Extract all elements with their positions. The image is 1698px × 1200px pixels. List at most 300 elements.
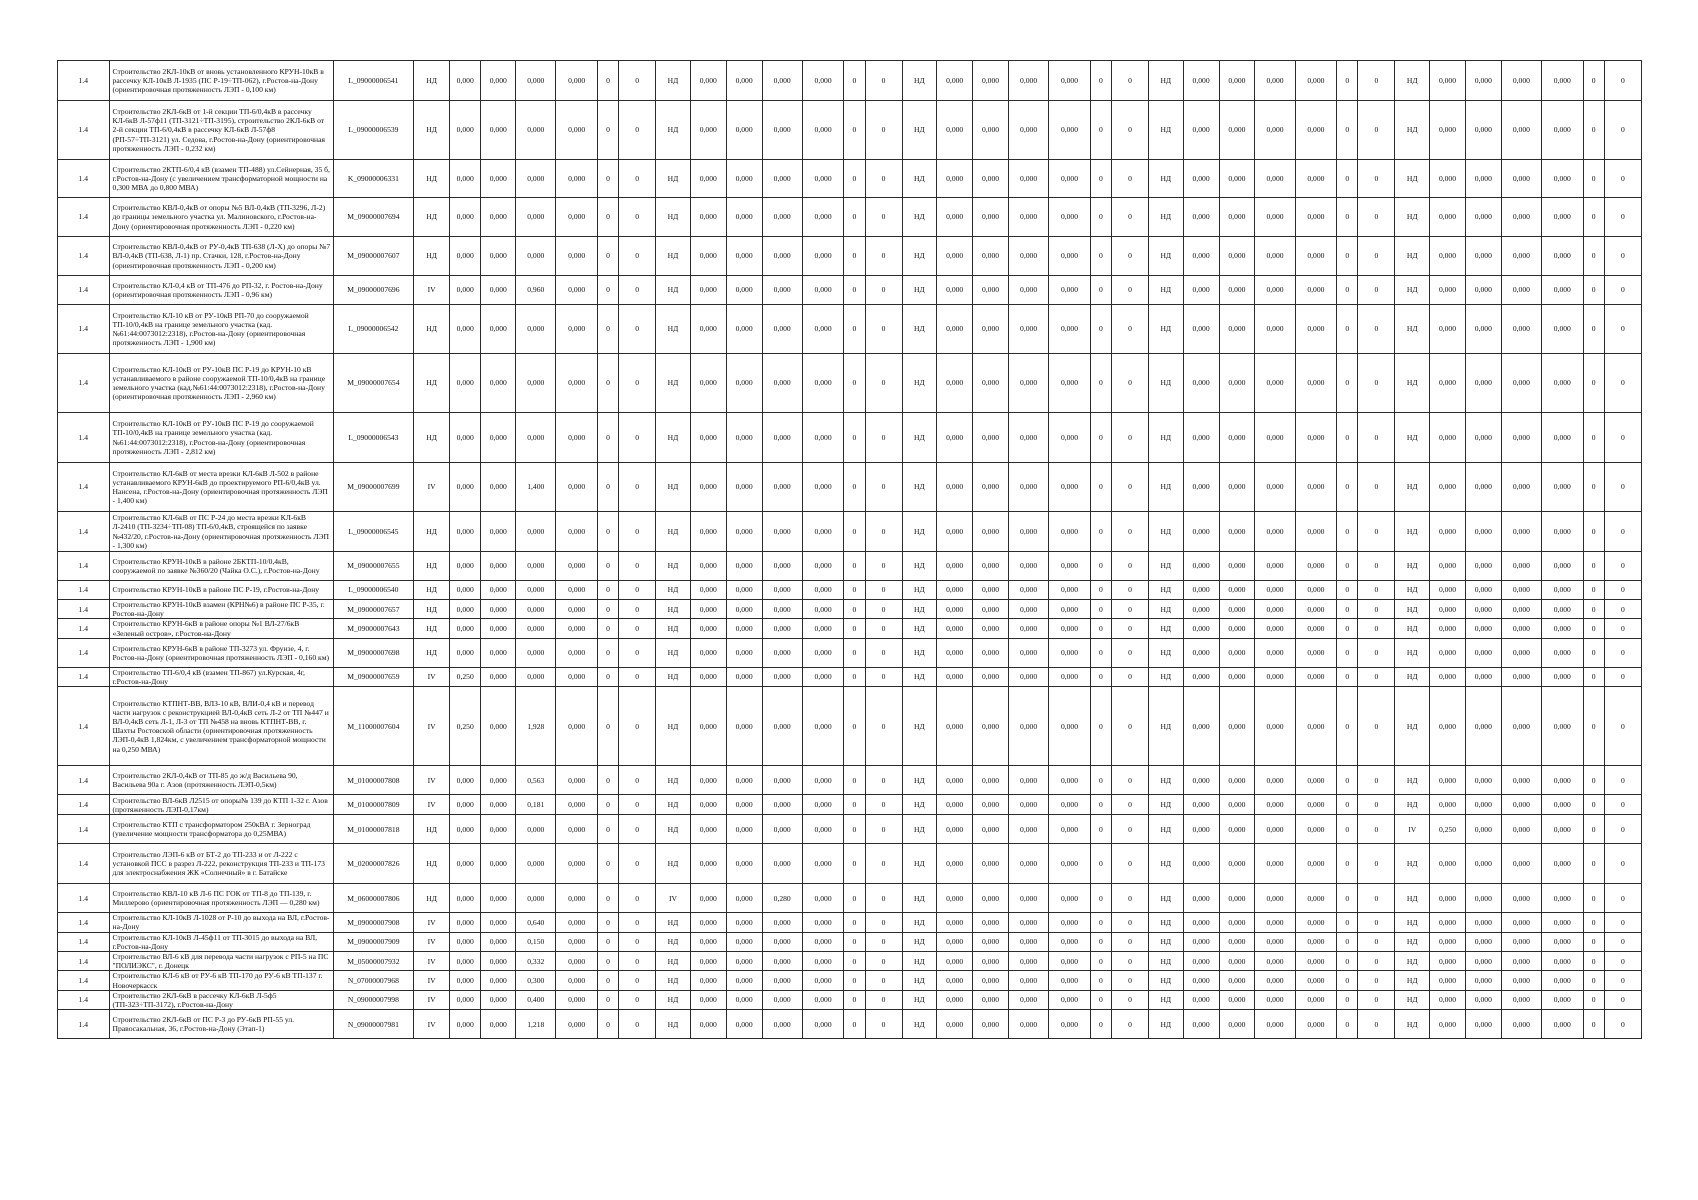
- value-cell: 0,000: [1219, 687, 1255, 766]
- value-cell: 0,000: [937, 552, 973, 581]
- value-cell: 0,000: [1430, 884, 1466, 913]
- project-description-cell: Строительство КЛ-10 кВ от РУ-10кВ РП-70 до сооружаемой ТП-10/0,4кВ на границе земельного участка (кад.№61:44:0073012:2318), г.Ростов-на-Дону (ориентировочная протяженность ЛЭП - 1,900 км): [109, 305, 333, 354]
- value-cell: 0,000: [1465, 198, 1501, 237]
- value-cell: 0,000: [1501, 844, 1541, 884]
- value-cell: 0,000: [1430, 795, 1466, 815]
- category-cell: НД: [1395, 413, 1430, 463]
- value-cell: 0,000: [1501, 413, 1541, 463]
- value-cell: 0,000: [973, 237, 1009, 276]
- value-cell: 0,000: [937, 815, 973, 844]
- value-cell: 0: [1604, 354, 1641, 413]
- value-cell: 0: [1090, 413, 1111, 463]
- value-cell: 0: [619, 354, 656, 413]
- value-cell: 0: [1604, 844, 1641, 884]
- value-cell: 0,000: [481, 552, 516, 581]
- value-cell: 0: [844, 600, 865, 619]
- value-cell: 0,000: [937, 884, 973, 913]
- value-cell: 0,000: [1008, 932, 1048, 951]
- value-cell: 0,250: [1430, 815, 1466, 844]
- category-cell: НД: [1148, 552, 1183, 581]
- value-cell: 0: [1583, 413, 1604, 463]
- value-cell: 0: [619, 971, 656, 990]
- value-cell: 0,000: [1542, 952, 1583, 971]
- category-cell: НД: [1148, 952, 1183, 971]
- value-cell: 0: [1337, 552, 1358, 581]
- value-cell: 0,000: [1501, 600, 1541, 619]
- value-cell: 0: [1358, 638, 1395, 667]
- value-cell: 0,000: [726, 844, 762, 884]
- value-cell: 0,000: [1542, 198, 1583, 237]
- category-cell: НД: [656, 844, 691, 884]
- value-cell: 0,000: [1008, 619, 1048, 638]
- value-cell: 0,000: [1255, 687, 1295, 766]
- project-code-cell: M_11000007604: [333, 687, 414, 766]
- value-cell: 0: [597, 667, 618, 686]
- value-cell: 0: [1604, 101, 1641, 160]
- value-cell: 0: [865, 600, 902, 619]
- value-cell: 0,000: [1255, 581, 1295, 600]
- value-cell: 0,000: [726, 512, 762, 552]
- value-cell: 0,000: [1501, 198, 1541, 237]
- value-cell: 0,000: [1465, 305, 1501, 354]
- table-row: [58, 971, 1642, 990]
- category-cell: НД: [1148, 512, 1183, 552]
- value-cell: 0,000: [1501, 552, 1541, 581]
- value-cell: 0,000: [1219, 638, 1255, 667]
- category-cell: НД: [1148, 354, 1183, 413]
- category-cell: НД: [414, 552, 450, 581]
- category-cell: НД: [1148, 101, 1183, 160]
- value-cell: 0,000: [1183, 512, 1219, 552]
- value-cell: 0,000: [802, 413, 843, 463]
- value-cell: 0,000: [1501, 61, 1541, 101]
- value-cell: 0: [844, 844, 865, 884]
- value-cell: 0,000: [1049, 884, 1090, 913]
- value-cell: 0,000: [556, 276, 597, 305]
- value-cell: 0: [865, 101, 902, 160]
- value-cell: 0: [597, 766, 618, 795]
- value-cell: 0,000: [1430, 512, 1466, 552]
- value-cell: 0,000: [762, 766, 802, 795]
- project-description-cell: Строительство КВЛ-10 кВ Л-6 ПС ГОК от ТП-8 до ТП-139, г. Миллерово (ориентировочная протяженность ЛЭП — 0,280 км): [109, 884, 333, 913]
- value-cell: 0,000: [802, 638, 843, 667]
- value-cell: 0: [1583, 766, 1604, 795]
- category-cell: IV: [414, 971, 450, 990]
- value-cell: 0,000: [516, 198, 556, 237]
- value-cell: 0: [1111, 619, 1148, 638]
- value-cell: 0,000: [450, 795, 481, 815]
- value-cell: 0,000: [1295, 638, 1336, 667]
- value-cell: 0,000: [802, 237, 843, 276]
- value-cell: 0,000: [1430, 552, 1466, 581]
- value-cell: 0,000: [973, 101, 1009, 160]
- value-cell: 0,000: [481, 667, 516, 686]
- value-cell: 0,000: [937, 237, 973, 276]
- value-cell: 0: [1583, 276, 1604, 305]
- value-cell: 0,000: [1049, 413, 1090, 463]
- value-cell: 0,000: [1219, 844, 1255, 884]
- value-cell: 0,000: [1465, 413, 1501, 463]
- value-cell: 0,000: [556, 913, 597, 932]
- value-cell: 0,000: [802, 101, 843, 160]
- table-row: [58, 600, 1642, 619]
- project-code-cell: M_09000007643: [333, 619, 414, 638]
- project-description-cell: Строительство КРУН-10кВ в районе ПС Р-19, г.Ростов-на-Дону: [109, 581, 333, 600]
- project-code-cell: M_06000007806: [333, 884, 414, 913]
- project-description-cell: Строительство КЛ-10кВ Л-45ф11 от ТП-3015 до выхода на ВЛ, г.Ростов-на-Дону: [109, 932, 333, 951]
- value-cell: 0,000: [1542, 844, 1583, 884]
- value-cell: 0,000: [1183, 913, 1219, 932]
- value-cell: 0,000: [1501, 305, 1541, 354]
- value-cell: 0,000: [1008, 305, 1048, 354]
- value-cell: 0,000: [1295, 1010, 1336, 1039]
- value-cell: 0,000: [726, 552, 762, 581]
- value-cell: 0,000: [690, 600, 726, 619]
- value-cell: 0,000: [556, 581, 597, 600]
- value-cell: 0,000: [1183, 552, 1219, 581]
- value-cell: 0,000: [1465, 101, 1501, 160]
- value-cell: 0: [619, 884, 656, 913]
- category-cell: НД: [1395, 101, 1430, 160]
- project-code-cell: M_09000007909: [333, 932, 414, 951]
- value-cell: 0,000: [762, 667, 802, 686]
- value-cell: 0: [1111, 600, 1148, 619]
- value-cell: 0,000: [1430, 638, 1466, 667]
- value-cell: 0,000: [481, 687, 516, 766]
- value-cell: 0: [619, 815, 656, 844]
- value-cell: 0: [1337, 600, 1358, 619]
- value-cell: 0: [1337, 952, 1358, 971]
- value-cell: 0: [1604, 815, 1641, 844]
- value-cell: 0,000: [1008, 581, 1048, 600]
- value-cell: 0: [1090, 101, 1111, 160]
- value-cell: 0: [844, 795, 865, 815]
- category-cell: НД: [656, 237, 691, 276]
- value-cell: 0,000: [1542, 237, 1583, 276]
- value-cell: 0: [619, 276, 656, 305]
- value-cell: 0,000: [1183, 413, 1219, 463]
- value-cell: 0: [619, 101, 656, 160]
- category-cell: НД: [414, 619, 450, 638]
- value-cell: 0: [844, 463, 865, 512]
- value-cell: 0,000: [1008, 844, 1048, 884]
- value-cell: 0,000: [450, 638, 481, 667]
- value-cell: 0: [865, 581, 902, 600]
- value-cell: 0: [619, 463, 656, 512]
- category-cell: НД: [414, 198, 450, 237]
- category-cell: НД: [1395, 600, 1430, 619]
- value-cell: 0: [1358, 463, 1395, 512]
- category-cell: НД: [902, 667, 937, 686]
- value-cell: 0: [1604, 971, 1641, 990]
- value-cell: 0,000: [1255, 884, 1295, 913]
- category-cell: НД: [1148, 766, 1183, 795]
- category-cell: НД: [656, 413, 691, 463]
- category-cell: НД: [902, 512, 937, 552]
- value-cell: 0,000: [937, 354, 973, 413]
- value-cell: 0: [844, 61, 865, 101]
- value-cell: 0,000: [1219, 581, 1255, 600]
- value-cell: 0,000: [973, 766, 1009, 795]
- value-cell: 0: [1111, 463, 1148, 512]
- value-cell: 0,000: [937, 687, 973, 766]
- value-cell: 0,000: [556, 844, 597, 884]
- value-cell: 0,000: [481, 619, 516, 638]
- value-cell: 0,000: [973, 61, 1009, 101]
- value-cell: 0,000: [762, 413, 802, 463]
- value-cell: 0,000: [802, 667, 843, 686]
- value-cell: 0,000: [1183, 276, 1219, 305]
- value-cell: 0: [1604, 581, 1641, 600]
- table-row: [58, 276, 1642, 305]
- value-cell: 0,000: [481, 971, 516, 990]
- value-cell: 0,400: [516, 990, 556, 1009]
- value-cell: 0,000: [937, 101, 973, 160]
- value-cell: 0: [1090, 1010, 1111, 1039]
- value-cell: 0,000: [802, 552, 843, 581]
- row-number-cell: 1.4: [58, 932, 110, 951]
- value-cell: 0,000: [802, 952, 843, 971]
- value-cell: 0,000: [690, 971, 726, 990]
- table-row: [58, 413, 1642, 463]
- value-cell: 0,000: [802, 815, 843, 844]
- value-cell: 0: [619, 913, 656, 932]
- value-cell: 0,000: [1255, 198, 1295, 237]
- project-description-cell: Строительство КТП с трансформатором 250кВА г. Зерноград (увеличение мощности трансформатора до 0,25МВА): [109, 815, 333, 844]
- value-cell: 0: [1111, 766, 1148, 795]
- value-cell: 0: [1583, 971, 1604, 990]
- value-cell: 0,000: [481, 463, 516, 512]
- value-cell: 0,000: [802, 990, 843, 1009]
- value-cell: 0: [597, 884, 618, 913]
- table-row: [58, 687, 1642, 766]
- row-number-cell: 1.4: [58, 815, 110, 844]
- value-cell: 0,000: [937, 463, 973, 512]
- project-code-cell: M_05000007932: [333, 952, 414, 971]
- value-cell: 0,000: [1183, 971, 1219, 990]
- value-cell: 0,000: [1049, 552, 1090, 581]
- value-cell: 0: [1604, 552, 1641, 581]
- category-cell: НД: [414, 101, 450, 160]
- category-cell: НД: [1148, 160, 1183, 198]
- value-cell: 0,000: [516, 101, 556, 160]
- category-cell: НД: [902, 619, 937, 638]
- value-cell: 0,000: [1255, 990, 1295, 1009]
- value-cell: 0,000: [762, 600, 802, 619]
- value-cell: 0,000: [762, 815, 802, 844]
- value-cell: 0,000: [726, 305, 762, 354]
- value-cell: 0,000: [762, 305, 802, 354]
- value-cell: 0,000: [1465, 687, 1501, 766]
- value-cell: 0,000: [516, 237, 556, 276]
- category-cell: IV: [414, 1010, 450, 1039]
- value-cell: 0: [1111, 667, 1148, 686]
- category-cell: НД: [414, 160, 450, 198]
- value-cell: 0,000: [1183, 160, 1219, 198]
- project-code-cell: M_09000007655: [333, 552, 414, 581]
- value-cell: 0: [865, 913, 902, 932]
- value-cell: 0: [597, 581, 618, 600]
- value-cell: 0,000: [1219, 237, 1255, 276]
- project-code-cell: M_01000007808: [333, 766, 414, 795]
- project-description-cell: Строительство КРУН-10кВ взамен (КРН№6) в районе ПС Р-35, г. Ростов-на-Дону: [109, 600, 333, 619]
- value-cell: 0,000: [1295, 766, 1336, 795]
- value-cell: 0,000: [802, 160, 843, 198]
- value-cell: 0: [1090, 552, 1111, 581]
- value-cell: 0,000: [516, 305, 556, 354]
- value-cell: 0,000: [1255, 932, 1295, 951]
- category-cell: НД: [902, 198, 937, 237]
- value-cell: 0,000: [802, 884, 843, 913]
- value-cell: 0: [1090, 581, 1111, 600]
- category-cell: НД: [1395, 766, 1430, 795]
- category-cell: НД: [1148, 990, 1183, 1009]
- value-cell: 0,000: [1295, 795, 1336, 815]
- value-cell: 0,000: [762, 687, 802, 766]
- value-cell: 0,000: [1049, 638, 1090, 667]
- value-cell: 0,000: [762, 795, 802, 815]
- project-description-cell: Строительство 2КЛ-6кВ от ПС Р-3 до РУ-6кВ РП-55 ул. Правосакальная, 36, г.Ростов-на-Дону (Этап-1): [109, 1010, 333, 1039]
- project-code-cell: M_01000007809: [333, 795, 414, 815]
- value-cell: 0,000: [762, 971, 802, 990]
- value-cell: 0,000: [1049, 815, 1090, 844]
- value-cell: 0,000: [1465, 971, 1501, 990]
- value-cell: 0,000: [937, 638, 973, 667]
- value-cell: 0,000: [973, 913, 1009, 932]
- value-cell: 0,000: [1542, 61, 1583, 101]
- category-cell: IV: [414, 766, 450, 795]
- value-cell: 0,000: [556, 667, 597, 686]
- value-cell: 0,000: [1295, 463, 1336, 512]
- value-cell: 0,000: [1008, 463, 1048, 512]
- project-code-cell: M_09000007699: [333, 463, 414, 512]
- value-cell: 0: [1111, 990, 1148, 1009]
- value-cell: 0,000: [1255, 1010, 1295, 1039]
- category-cell: НД: [656, 463, 691, 512]
- value-cell: 0,000: [690, 638, 726, 667]
- value-cell: 0,000: [1542, 815, 1583, 844]
- value-cell: 0,000: [973, 990, 1009, 1009]
- project-description-cell: Строительство 2КЛ-0,4кВ от ТП-85 до ж/д Васильева 90, Васильева 90а г. Азов (протяженность ЛЭП-0,5км): [109, 766, 333, 795]
- value-cell: 0,000: [556, 305, 597, 354]
- category-cell: НД: [902, 237, 937, 276]
- value-cell: 0,000: [1501, 354, 1541, 413]
- value-cell: 0,000: [1501, 160, 1541, 198]
- value-cell: 0: [1583, 687, 1604, 766]
- value-cell: 0,000: [450, 276, 481, 305]
- row-number-cell: 1.4: [58, 354, 110, 413]
- value-cell: 0,000: [1008, 600, 1048, 619]
- value-cell: 0,000: [481, 354, 516, 413]
- value-cell: 0,000: [1219, 990, 1255, 1009]
- value-cell: 0,000: [1008, 276, 1048, 305]
- value-cell: 0,000: [802, 463, 843, 512]
- value-cell: 0,000: [1501, 638, 1541, 667]
- value-cell: 0,000: [1183, 198, 1219, 237]
- value-cell: 0,000: [690, 766, 726, 795]
- value-cell: 0,000: [481, 512, 516, 552]
- value-cell: 0: [1111, 971, 1148, 990]
- category-cell: НД: [902, 160, 937, 198]
- value-cell: 0,000: [690, 990, 726, 1009]
- project-code-cell: M_09000007607: [333, 237, 414, 276]
- value-cell: 0,000: [1295, 581, 1336, 600]
- value-cell: 0,000: [556, 638, 597, 667]
- value-cell: 0: [865, 413, 902, 463]
- value-cell: 0: [1583, 463, 1604, 512]
- value-cell: 0,000: [937, 913, 973, 932]
- row-number-cell: 1.4: [58, 913, 110, 932]
- value-cell: 0: [1358, 552, 1395, 581]
- value-cell: 0,000: [1430, 237, 1466, 276]
- value-cell: 0: [1337, 766, 1358, 795]
- value-cell: 0,000: [937, 766, 973, 795]
- value-cell: 0,000: [516, 815, 556, 844]
- value-cell: 0,000: [516, 844, 556, 884]
- value-cell: 0: [1604, 237, 1641, 276]
- value-cell: 0: [1337, 61, 1358, 101]
- value-cell: 0: [865, 198, 902, 237]
- value-cell: 0,000: [690, 61, 726, 101]
- value-cell: 0,000: [1219, 952, 1255, 971]
- value-cell: 0,000: [726, 766, 762, 795]
- category-cell: НД: [1395, 913, 1430, 932]
- value-cell: 0: [865, 305, 902, 354]
- value-cell: 0: [1090, 795, 1111, 815]
- value-cell: 0: [1090, 844, 1111, 884]
- value-cell: 0,000: [1542, 1010, 1583, 1039]
- project-code-cell: M_01000007818: [333, 815, 414, 844]
- value-cell: 0,000: [802, 795, 843, 815]
- category-cell: IV: [414, 667, 450, 686]
- category-cell: НД: [656, 971, 691, 990]
- value-cell: 0,000: [690, 552, 726, 581]
- value-cell: 0: [1337, 971, 1358, 990]
- value-cell: 0,000: [1008, 795, 1048, 815]
- value-cell: 0,000: [973, 844, 1009, 884]
- value-cell: 0,250: [450, 667, 481, 686]
- value-cell: 0,000: [726, 198, 762, 237]
- value-cell: 0,000: [1501, 237, 1541, 276]
- category-cell: НД: [1148, 687, 1183, 766]
- value-cell: 0,000: [937, 512, 973, 552]
- value-cell: 0,000: [1219, 354, 1255, 413]
- value-cell: 0,000: [1049, 667, 1090, 686]
- value-cell: 0: [1090, 815, 1111, 844]
- value-cell: 0: [1090, 952, 1111, 971]
- value-cell: 0: [844, 160, 865, 198]
- value-cell: 0,000: [1219, 101, 1255, 160]
- value-cell: 0,000: [726, 101, 762, 160]
- value-cell: 0: [865, 463, 902, 512]
- value-cell: 0,000: [690, 687, 726, 766]
- category-cell: НД: [1148, 971, 1183, 990]
- value-cell: 0,000: [1542, 463, 1583, 512]
- value-cell: 0,000: [1255, 971, 1295, 990]
- value-cell: 0: [1337, 101, 1358, 160]
- project-code-cell: L_09000006539: [333, 101, 414, 160]
- value-cell: 0: [1583, 815, 1604, 844]
- value-cell: 0,000: [556, 413, 597, 463]
- value-cell: 0,000: [1430, 413, 1466, 463]
- value-cell: 0,000: [726, 413, 762, 463]
- category-cell: НД: [1395, 687, 1430, 766]
- category-cell: НД: [1395, 795, 1430, 815]
- row-number-cell: 1.4: [58, 952, 110, 971]
- value-cell: 0: [597, 815, 618, 844]
- value-cell: 0,000: [1183, 354, 1219, 413]
- value-cell: 0: [1111, 913, 1148, 932]
